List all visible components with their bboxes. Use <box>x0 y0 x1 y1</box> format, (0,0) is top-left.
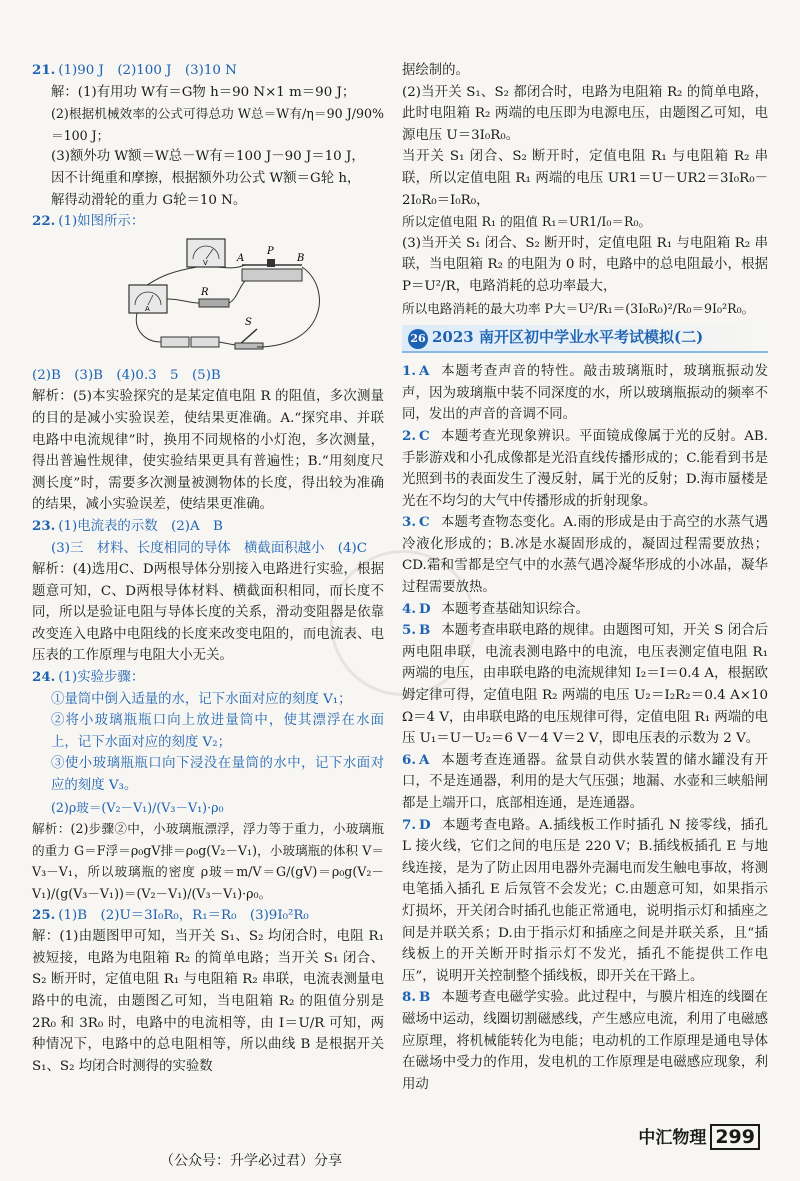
answer-item-number: 7. <box>402 816 416 833</box>
q25-continued: 据绘制的。 <box>402 63 469 78</box>
q21-line: (3)额外功 W额＝W总－W有＝100 J－90 J＝10 J， <box>51 149 365 165</box>
q25-continued: (3)当开关 S₁ 闭合、S₂ 断开时，定值电阻 R₁ 与电阻箱 R₂ 串联，当电阻箱 R₂ 的电阻为 0 时，电路中的总电阻最小，根据 P＝U²/R，电路消耗的总功率最大， <box>402 235 768 294</box>
answer-item-number: 6. <box>402 751 416 768</box>
answer-item-text: 本题考查电磁学实验。此过程中，与膜片相连的线圈在磁场中运动，线圈切割磁感线，产生感应电流，利用了电磁感应原理，将机械能转化为电能；电动机的工作原理是通电导体在磁场中受力的作用，发电机的工作原理是电磁感应现象，利用动 <box>402 990 768 1092</box>
answer-list <box>402 361 768 1095</box>
q23-answer2: (3)三 材料、长度相同的导体 横截面积越小 (4)C <box>51 540 367 556</box>
answer-item-text: 本题考查声音的特性。敲击玻璃瓶时，玻璃瓶振动发声，因为玻璃瓶中装不同深度的水，所以玻璃瓶振动的频率不同，发出的声音的音调不同。 <box>402 364 768 423</box>
q21-line: 解得动滑轮的重力 G轮＝10 N。 <box>51 192 247 208</box>
left-column <box>32 60 384 1077</box>
page-number: 299 <box>710 1124 760 1150</box>
q24-explanation: 解析：(2)步骤②中，小玻璃瓶漂浮，浮力等于重力，小玻璃瓶的重力 G＝F浮＝ρ₀gV排＝ρ₀g(V₂－V₁)，小玻璃瓶的体积 V＝V₃－V₁，所以玻璃瓶的密度 ρ玻＝m/V＝G/(gV)＝ρ₀g(V₂－V₁)/(g(V₃－V₁))＝(V₂－V₁)/(V₃－V₁)·ρ₀。 <box>32 821 384 901</box>
fig-label-a-meter: A <box>145 304 150 313</box>
fig-label-r: R <box>201 286 209 298</box>
q25-answer: 25. (1)B (2)U＝3I₀R₀，R₁＝R₀ (3)9I₀²R₀ <box>32 906 309 923</box>
answer-item-number: 2. <box>402 427 416 444</box>
answer-item-number: 1. <box>402 363 416 380</box>
answer-item-text: 本题考查电路。A.插线板工作时插孔 N 接零线，插孔 L 接火线，它们之间的电压是 220 V；B.插线板插孔 E 与地线连接，是为了防止因用电器外壳漏电而发生触电事故，将测电笔插入插孔 E 后氖管不会发光；C.由题意可知，如果指示灯损坏，开关闭合时插孔也能正常通电，说明指示灯和插座之间是并联关系；D.由于指示灯和插座之间是并联关系，且“插线板上的开关断开时指示灯不发光，插孔不能提供工作电压”，说明开关控制整个插线板，即开关在干路上。 <box>402 817 768 984</box>
q21-line: 解：(1)有用功 W有＝G物 h＝90 N×1 m＝90 J； <box>51 84 356 100</box>
answer-item <box>402 750 768 815</box>
q24-step: ③使小玻璃瓶瓶口向下浸没在量筒的水中，记下水面对应的刻度 V₃。 <box>51 756 384 794</box>
q25-continued: (2)当开关 S₁、S₂ 都闭合时，电路为电阻箱 R₂ 的简单电路，此时电阻箱 R₂ 两端的电压即为电源电压，由题图乙可知，电源电压 U＝3I₀R₀。 <box>402 84 768 143</box>
answer-item-text: 本题考查串联电路的规律。由题图可知，开关 S 闭合后两电阻串联，电流表测电路中的电流，电压表测定值电阻 R₁ 两端的电压，由串联电路的电流规律知 I₂＝I＝0.4 A，根据欧姆定律可得，定值电阻 R₂ 两端的电压 U₂＝I₂R₂＝0.4 A×10 Ω＝4 V，由串联电路的电压规律可得，定值电阻 R₁ 两端的电压 U₁＝U－U₂＝6 V－4 V＝2 V，即电压表的示数为 2 V。 <box>402 623 768 747</box>
page-footer-brand: 中汇物理 299 <box>638 1123 760 1150</box>
q21-answer: 21. (1)90 J (2)100 J (3)10 N <box>32 62 237 78</box>
answer-item-letter: A <box>418 363 430 380</box>
answer-item <box>402 361 768 426</box>
share-note: （公众号：升学必过君）分享 <box>160 1153 342 1169</box>
q25-continued: 所以定值电阻 R₁ 的阻值 R₁＝UR1/I₀＝R₀。 <box>402 214 652 230</box>
q22-explanation: 解析：(5)本实验探究的是某定值电阻 R 的阻值，多次测量的目的是减小实验误差，使结果更准确。A.“探究串、并联电路中电流规律”时，换用不同规格的小灯泡，多次测量，得出普遍性规律，使实验结果更具有普遍性；B.“用刻度尺测长度”时，需要多次测量被测物体的长度，得出较为准确的结果，减小实验误差，使结果更准确。 <box>32 389 384 513</box>
q24-step: ②将小玻璃瓶瓶口向上放进量筒中，使其漂浮在水面上，记下水面对应的刻度 V₂； <box>51 713 384 750</box>
q25-continued: 当开关 S₁ 闭合、S₂ 断开时，定值电阻 R₁ 与电阻箱 R₂ 串联，所以定值电阻 R₁ 两端的电压 UR1＝U－UR2＝3I₀R₀－2I₀R₀＝I₀R₀， <box>402 149 768 208</box>
answer-item-number: 5. <box>402 622 416 639</box>
section-number-badge: 26 <box>408 329 428 349</box>
q21-line: 因不计绳重和摩擦，根据额外功公式 W额＝G轮 h， <box>51 170 361 186</box>
answer-item-number: 3. <box>402 514 416 531</box>
answer-item-number: 4. <box>402 600 416 617</box>
answer-item-number: 8. <box>402 989 416 1006</box>
answer-item-text: 本题考查基础知识综合。 <box>441 601 589 617</box>
q23-explanation: 解析：(4)选用C、D两根导体分别接入电路进行实验，根据题意可知，C、D两根导体材料、横截面积相同，而长度不同，所以是验证电阻与导体长度的关系，滑动变阻器是依靠改变连入电路中电阻线的长度来改变电阻的，而电流表、电压表的工作原理与电阻大小无关。 <box>32 562 384 664</box>
answer-item <box>402 599 768 621</box>
answer-item-text: 本题考查光现象辨识。平面镜成像属于光的反射。AB.手影游戏和小孔成像都是光沿直线传播形成的；C.能看到书是光照到书的表面发生了漫反射，属于光的反射；D.海市蜃楼是光在不均匀的大气中传播形成的折射现象。 <box>402 428 768 509</box>
q25-explanation: 解：(1)由题图甲可知，当开关 S₁、S₂ 均闭合时，电阻 R₁ 被短接，电路为电阻箱 R₂ 的简单电路；当开关 S₁ 闭合、S₂ 断开时，定值电阻 R₁ 与电阻箱 R₂ 串联，电流表测量电路中的电流，由题图乙可知，当电阻箱 R₂ 的阻值分别是 2R₀ 和 3R₀ 时，电路中的电流相等，由 I＝U/R 可知，两种情况下，电路中的总电阻相等，所以曲线 B 是根据开关 S₁、S₂ 均闭合时测得的实验数 <box>32 929 384 1074</box>
answer-item-letter: B <box>418 622 431 639</box>
q22-answer2: (2)B (3)B (4)0.3 5 (5)B <box>32 367 221 383</box>
answer-item <box>402 620 768 750</box>
answer-item-text: 本题考查连通器。盆景自动供水装置的储水罐没有开口，不是连通器，利用的是大气压强；地漏、水壶和三峡船闸都是上端开口，底部相连通，是连通器。 <box>402 752 768 811</box>
answer-item-letter: C <box>418 427 430 444</box>
fig-label-a: A <box>237 252 245 264</box>
fig-label-b: B <box>297 252 305 264</box>
answer-item-letter: B <box>418 989 431 1006</box>
answer-item <box>402 987 768 1095</box>
answer-item-letter: D <box>418 600 431 617</box>
answer-item <box>402 512 768 598</box>
q24-step: ①量筒中倒入适量的水，记下水面对应的刻度 V₁； <box>51 691 352 707</box>
fig-label-p: P <box>267 245 274 257</box>
fig-label-s: S <box>245 316 252 328</box>
q22-answer: 22. (1)如图所示： <box>32 213 145 230</box>
q24-answer: 24. (1)实验步骤： <box>32 669 145 686</box>
q23-answer: 23. (1)电流表的示数 (2)A B <box>32 517 223 534</box>
answer-item-letter: D <box>418 816 431 833</box>
q25-continued: 所以电路消耗的最大功率 P大＝U²/R₁＝(3I₀R₀)²/R₀＝9I₀²R₀。 <box>402 300 755 316</box>
right-column <box>402 60 768 1095</box>
answer-item <box>402 426 768 512</box>
answer-item-letter: A <box>418 751 430 768</box>
fig-label-v: V <box>203 258 208 267</box>
q21-line: (2)根据机械效率的公式可得总功 W总＝W有/η＝90 J/90%＝100 J； <box>51 106 384 143</box>
answer-item-letter: C <box>418 514 430 531</box>
q24-answer2: (2)ρ玻＝(V₂－V₁)/(V₃－V₁)·ρ₀ <box>51 799 224 815</box>
answer-item <box>402 815 768 988</box>
section-title: 26 2023 南开区初中学业水平考试模拟(二) <box>402 325 768 353</box>
answer-item-text: 本题考查物态变化。A.雨的形成是由于高空的水蒸气遇冷液化形成的；B.冰是水凝固形成的，凝固过程需要放热；CD.霜和雪都是空气中的水蒸气遇冷凝华形成的小冰晶，凝华过程需要放热。 <box>402 515 768 596</box>
circuit-diagram <box>127 237 337 361</box>
